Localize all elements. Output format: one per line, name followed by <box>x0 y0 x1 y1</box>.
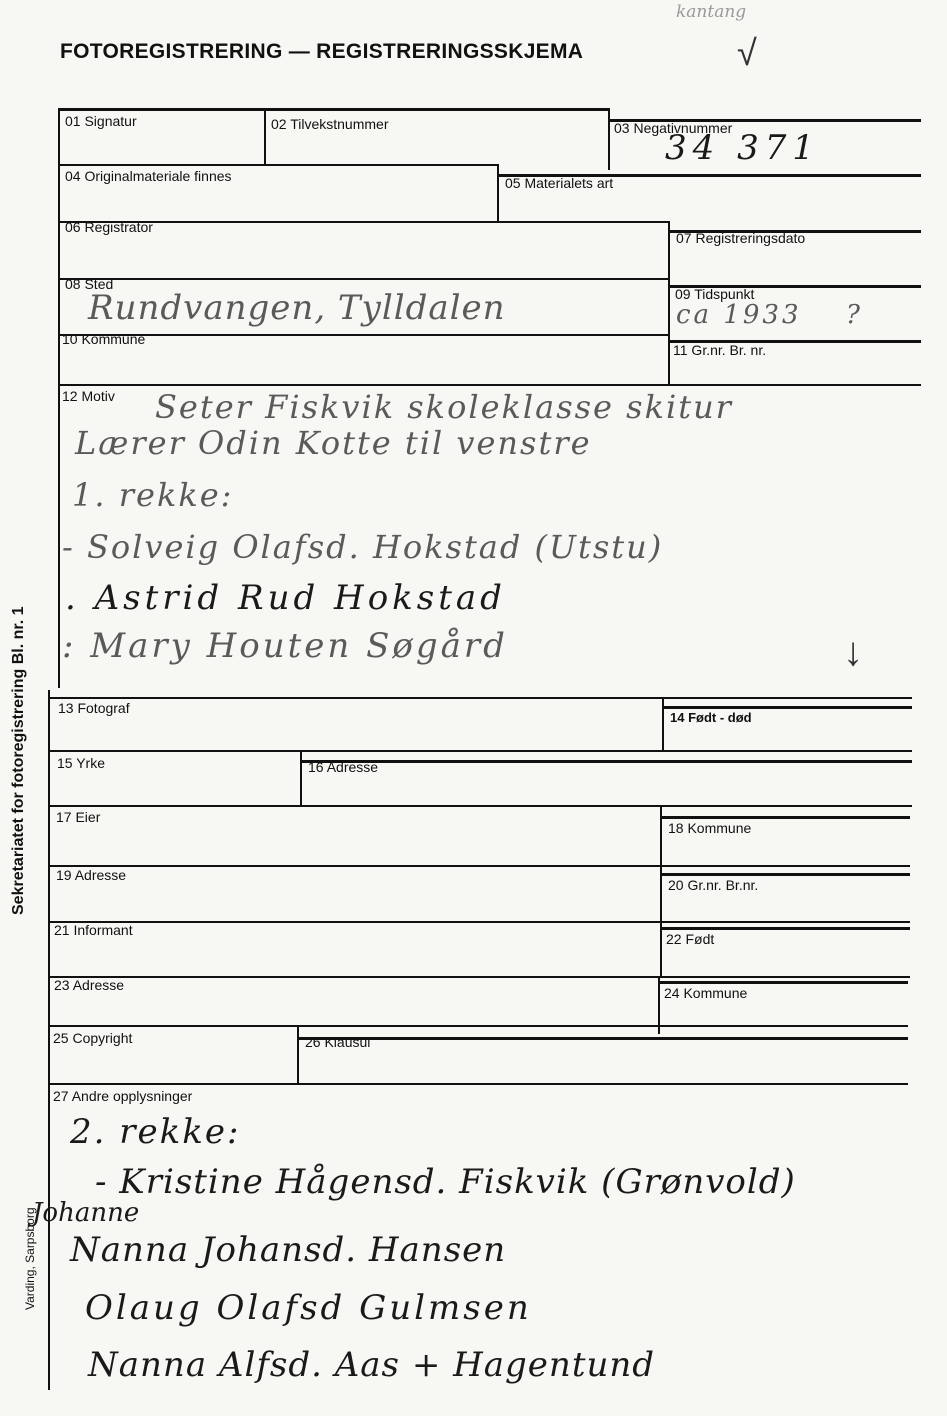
line-r12 <box>48 1025 908 1027</box>
line-r6-right <box>662 706 912 709</box>
label-registrator: 06 Registrator <box>65 219 153 235</box>
label-originalmateriale: 04 Originalmateriale finnes <box>65 168 232 184</box>
down-arrow-icon: ↓ <box>843 630 863 674</box>
value-sted: Rundvangen, Tylldalen <box>88 288 506 328</box>
andre-line-4: Nanna Johansd. Hansen <box>70 1230 507 1270</box>
side-label: Sekretariatet for fotoregistrering Bl. nr. 1 <box>10 606 27 915</box>
andre-line-6: Nanna Alfsd. Aas + Hagentund <box>88 1345 656 1385</box>
div-right-col-a <box>668 221 670 384</box>
form-left-border-lower <box>48 690 50 1390</box>
line-r8-right <box>660 816 910 819</box>
andre-line-5: Olaug Olafsd Gulmsen <box>85 1288 532 1328</box>
line-r9-right <box>660 873 910 876</box>
andre-line-3: Johanne <box>32 1198 140 1228</box>
motiv-line-6: : Mary Houten Søgård <box>62 626 508 666</box>
label-fotograf: 13 Fotograf <box>58 700 130 716</box>
line-r5 <box>58 384 921 386</box>
div-01-02 <box>264 108 266 164</box>
check-mark: √ <box>737 32 757 73</box>
label-motiv: 12 Motiv <box>62 388 115 404</box>
andre-line-1: 2. rekke: <box>70 1112 241 1152</box>
top-pencil-note: kantang <box>676 2 747 22</box>
motiv-line-5: . Astrid Rud Hokstad <box>65 578 506 618</box>
andre-line-2: - Kristine Hågensd. Fiskvik (Grønvold) <box>95 1162 796 1202</box>
line-r11 <box>48 976 910 978</box>
value-tidspunkt-note: ? <box>846 300 860 330</box>
motiv-line-4: - Solveig Olafsd. Hokstad (Utstu) <box>62 528 664 566</box>
form-title: FOTOREGISTRERING — REGISTRERINGSSKJEMA <box>60 40 584 63</box>
label-kommune-24: 24 Kommune <box>664 985 748 1001</box>
line-r3 <box>58 278 668 280</box>
label-copyright: 25 Copyright <box>53 1030 133 1046</box>
line-r12-right <box>298 1037 908 1040</box>
label-materialets-art: 05 Materialets art <box>505 175 614 191</box>
motiv-line-3: 1. rekke: <box>72 476 234 514</box>
line-r1 <box>58 164 498 166</box>
line-r10-right <box>660 927 910 930</box>
label-andre-opplysninger: 27 Andre opplysninger <box>53 1088 193 1104</box>
label-signatur: 01 Signatur <box>65 113 137 129</box>
printer-label: Varding, Sarpsborg <box>23 1207 37 1310</box>
line-r7-right <box>300 760 912 763</box>
label-sted: 08 Sted <box>65 276 114 292</box>
line-r13 <box>48 1083 908 1085</box>
label-adresse-23: 23 Adresse <box>54 977 125 993</box>
label-informant: 21 Informant <box>54 922 133 938</box>
line-r7 <box>48 750 912 752</box>
line-r10 <box>48 921 910 923</box>
label-tilvekstnummer: 02 Tilvekstnummer <box>271 116 389 132</box>
div-04-05 <box>497 164 499 221</box>
line-r11-right <box>658 981 908 984</box>
label-yrke: 15 Yrke <box>57 755 105 771</box>
label-klausul: 26 Klausul <box>305 1034 371 1050</box>
div-right-col-b <box>660 805 662 976</box>
label-grnr-11: 11 Gr.nr. Br. nr. <box>673 342 767 358</box>
label-adresse-19: 19 Adresse <box>56 867 127 883</box>
label-grnr-20: 20 Gr.nr. Br.nr. <box>668 877 759 893</box>
label-kommune-10: 10 Kommune <box>62 331 146 347</box>
div-02-03 <box>608 108 610 170</box>
motiv-line-1: Seter Fiskvik skoleklasse skitur <box>155 388 733 426</box>
label-kommune-18: 18 Kommune <box>668 820 752 836</box>
label-eier: 17 Eier <box>56 809 101 825</box>
div-13-14 <box>662 697 664 750</box>
div-25-26 <box>297 1025 299 1083</box>
line-r6 <box>48 697 912 699</box>
line-top <box>58 108 608 111</box>
label-tidspunkt: 09 Tidspunkt <box>675 286 755 302</box>
div-15-16 <box>300 750 302 805</box>
label-registreringsdato: 07 Registreringsdato <box>676 230 806 246</box>
motiv-line-2: Lærer Odin Kotte til venstre <box>75 424 592 462</box>
line-r4 <box>58 334 668 336</box>
label-fodt-dod: 14 Født - død <box>670 710 752 725</box>
label-adresse-16: 16 Adresse <box>308 759 379 775</box>
value-negativnummer: 34 371 <box>665 128 820 168</box>
value-tidspunkt: ca 1933 <box>676 300 802 330</box>
label-fodt-22: 22 Født <box>666 931 715 947</box>
div-23-24 <box>658 976 660 1034</box>
label-negativnummer: 03 Negativnummer <box>614 120 733 136</box>
form-left-border-upper <box>58 108 60 688</box>
line-r9 <box>48 865 910 867</box>
line-r8 <box>48 805 912 807</box>
